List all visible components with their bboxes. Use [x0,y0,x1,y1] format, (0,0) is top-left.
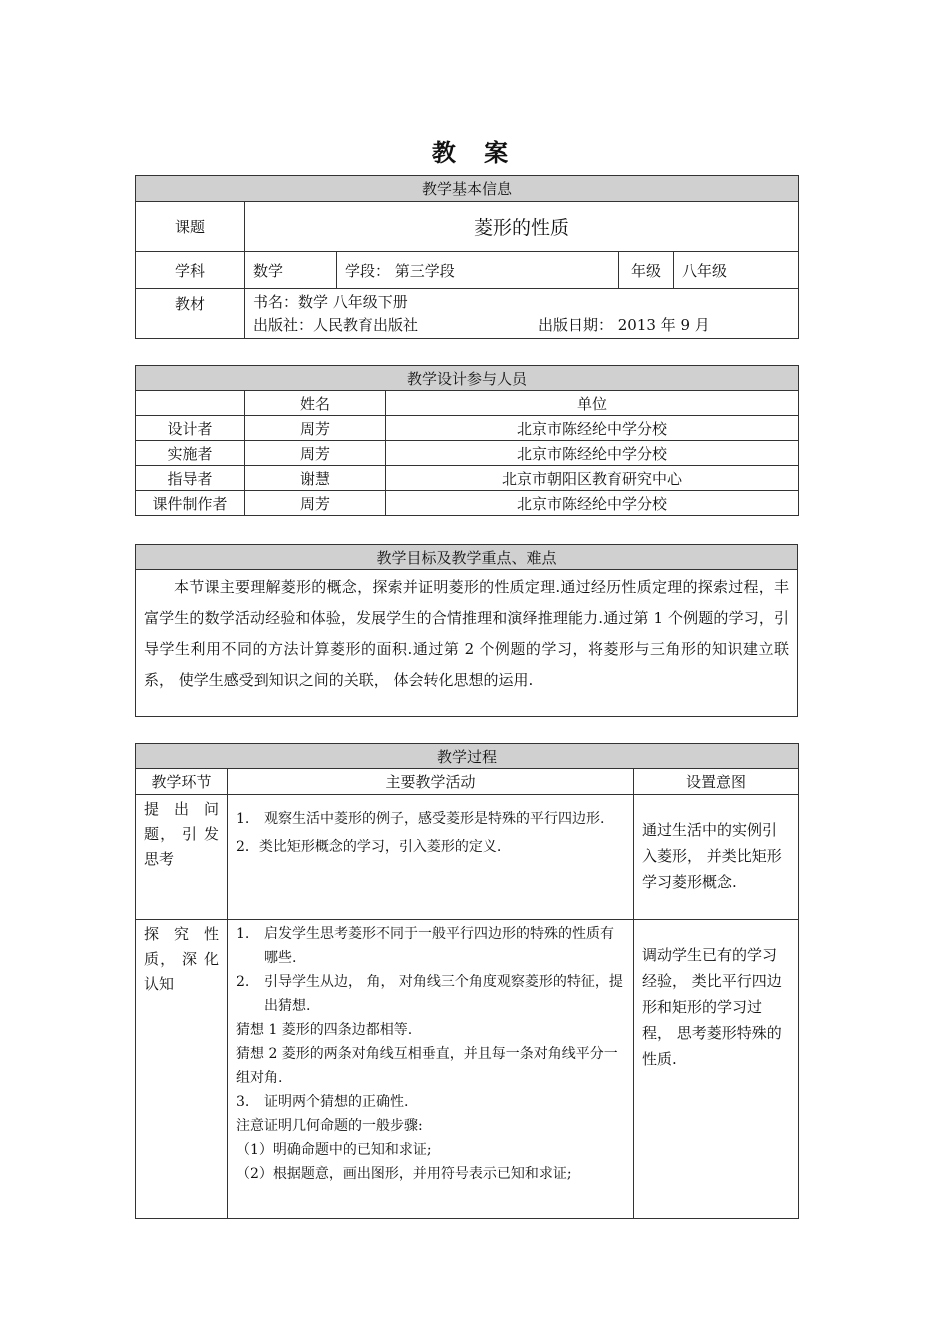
purpose-cell: 通过生活中的实例引入菱形， 并类比矩形学习菱形概念. [634,795,799,920]
list-item: 2．类比矩形概念的学习，引入菱形的定义. [236,839,502,855]
basic-info-header: 教学基本信息 [136,176,799,202]
grade-label: 年级 [619,252,674,289]
grade-value: 八年级 [674,252,799,289]
goals-header: 教学目标及教学重点、难点 [136,545,798,570]
process-row [136,795,799,920]
purpose-cell: 调动学生已有的学习经验， 类比平行四边形和矩形的学习过程， 思考菱形特殊的性质. [634,920,799,1219]
name-cell: 谢慧 [245,466,386,491]
name-cell: 周芳 [245,441,386,466]
role-cell: 实施者 [136,441,245,466]
subject-label: 学科 [136,252,245,289]
list-number: 1. [236,811,250,827]
stage-line: 提 出 问 [144,800,219,818]
col-name-header: 姓名 [245,391,386,416]
col-purpose-header: 设置意图 [634,769,799,795]
list-item: 猜想 2 菱形的两条对角线互相垂直，并且每一条对角线平分一组对角. [236,1046,618,1086]
list-number: 1. [236,926,250,942]
textbook-info [245,289,799,339]
table-row [136,441,799,466]
textbook-label: 教材 [136,289,245,339]
table-row [136,491,799,516]
role-cell: 设计者 [136,416,245,441]
topic-value: 菱形的性质 [245,202,799,252]
unit-cell: 北京市陈经纶中学分校 [386,441,799,466]
list-item: 观察生活中菱形的例子，感受菱形是特殊的平行四边形. [264,811,605,827]
list-item: 猜想 1 菱形的四条边都相等. [236,1022,413,1038]
list-item: 引导学生从边， 角， 对角线三个角度观察菱形的特征，提出猜想. [264,974,623,1014]
unit-cell: 北京市陈经纶中学分校 [386,491,799,516]
table-row [136,466,799,491]
stage-cell [136,795,228,920]
stage-line: 思考 [144,850,175,868]
people-corner [136,391,245,416]
process-row [136,920,799,1219]
role-cell: 课件制作者 [136,491,245,516]
process-table [135,743,799,1219]
stage-line: 认知 [144,975,175,993]
name-cell: 周芳 [245,416,386,441]
people-header: 教学设计参与人员 [136,366,799,391]
role-cell: 指导者 [136,466,245,491]
stage-cell [136,920,228,1219]
goals-text: 本节课主要理解菱形的概念，探索并证明菱形的性质定理.通过经历性质定理的探索过程，丰富学生的数学活动经验和体验，发展学生的合情推理和演绎推理能力.通过第 1 个例题的学习，引导学生利用不同的方法计算菱形的面积.通过第 2 个例题的学习，将菱形与三角形的知识建立联系， 使学生感受到知识之间的关联， 体会转化思想的运用. [136,570,798,717]
stage-value: 学段： 第三学段 [337,252,619,289]
page-title: 教 案 [431,138,519,167]
publisher: 出版社：人民教育出版社 [253,316,419,334]
activity-cell [228,795,634,920]
subject-value: 数学 [245,252,337,289]
stage-line: 探 究 性 [144,925,219,943]
col-stage-header: 教学环节 [136,769,228,795]
list-number: 3. [236,1094,250,1110]
book-name: 书名：数学 八年级下册 [253,293,408,311]
list-item: 启发学生思考菱形不同于一般平行四边形的特殊的性质有哪些. [264,926,614,966]
col-unit-header: 单位 [386,391,799,416]
name-cell: 周芳 [245,491,386,516]
people-table [135,365,799,516]
topic-label: 课题 [136,202,245,252]
list-item: 证明两个猜想的正确性. [264,1094,409,1110]
list-number: 2. [236,974,250,990]
publish-date: 出版日期： 2013 年 9 月 [538,316,710,334]
process-header: 教学过程 [136,744,799,769]
stage-line: 题， 引 发 [144,825,219,843]
unit-cell: 北京市陈经纶中学分校 [386,416,799,441]
unit-cell: 北京市朝阳区教育研究中心 [386,466,799,491]
basic-info-table [135,175,799,339]
activity-cell [228,920,634,1219]
col-activity-header: 主要教学活动 [228,769,634,795]
goals-table [135,544,798,717]
stage-line: 质， 深 化 [144,950,219,968]
table-row [136,416,799,441]
list-item: （2）根据题意，画出图形，并用符号表示已知和求证; [236,1166,572,1182]
list-item: 注意证明几何命题的一般步骤: [236,1118,423,1134]
list-item: （1）明确命题中的已知和求证; [236,1142,432,1158]
